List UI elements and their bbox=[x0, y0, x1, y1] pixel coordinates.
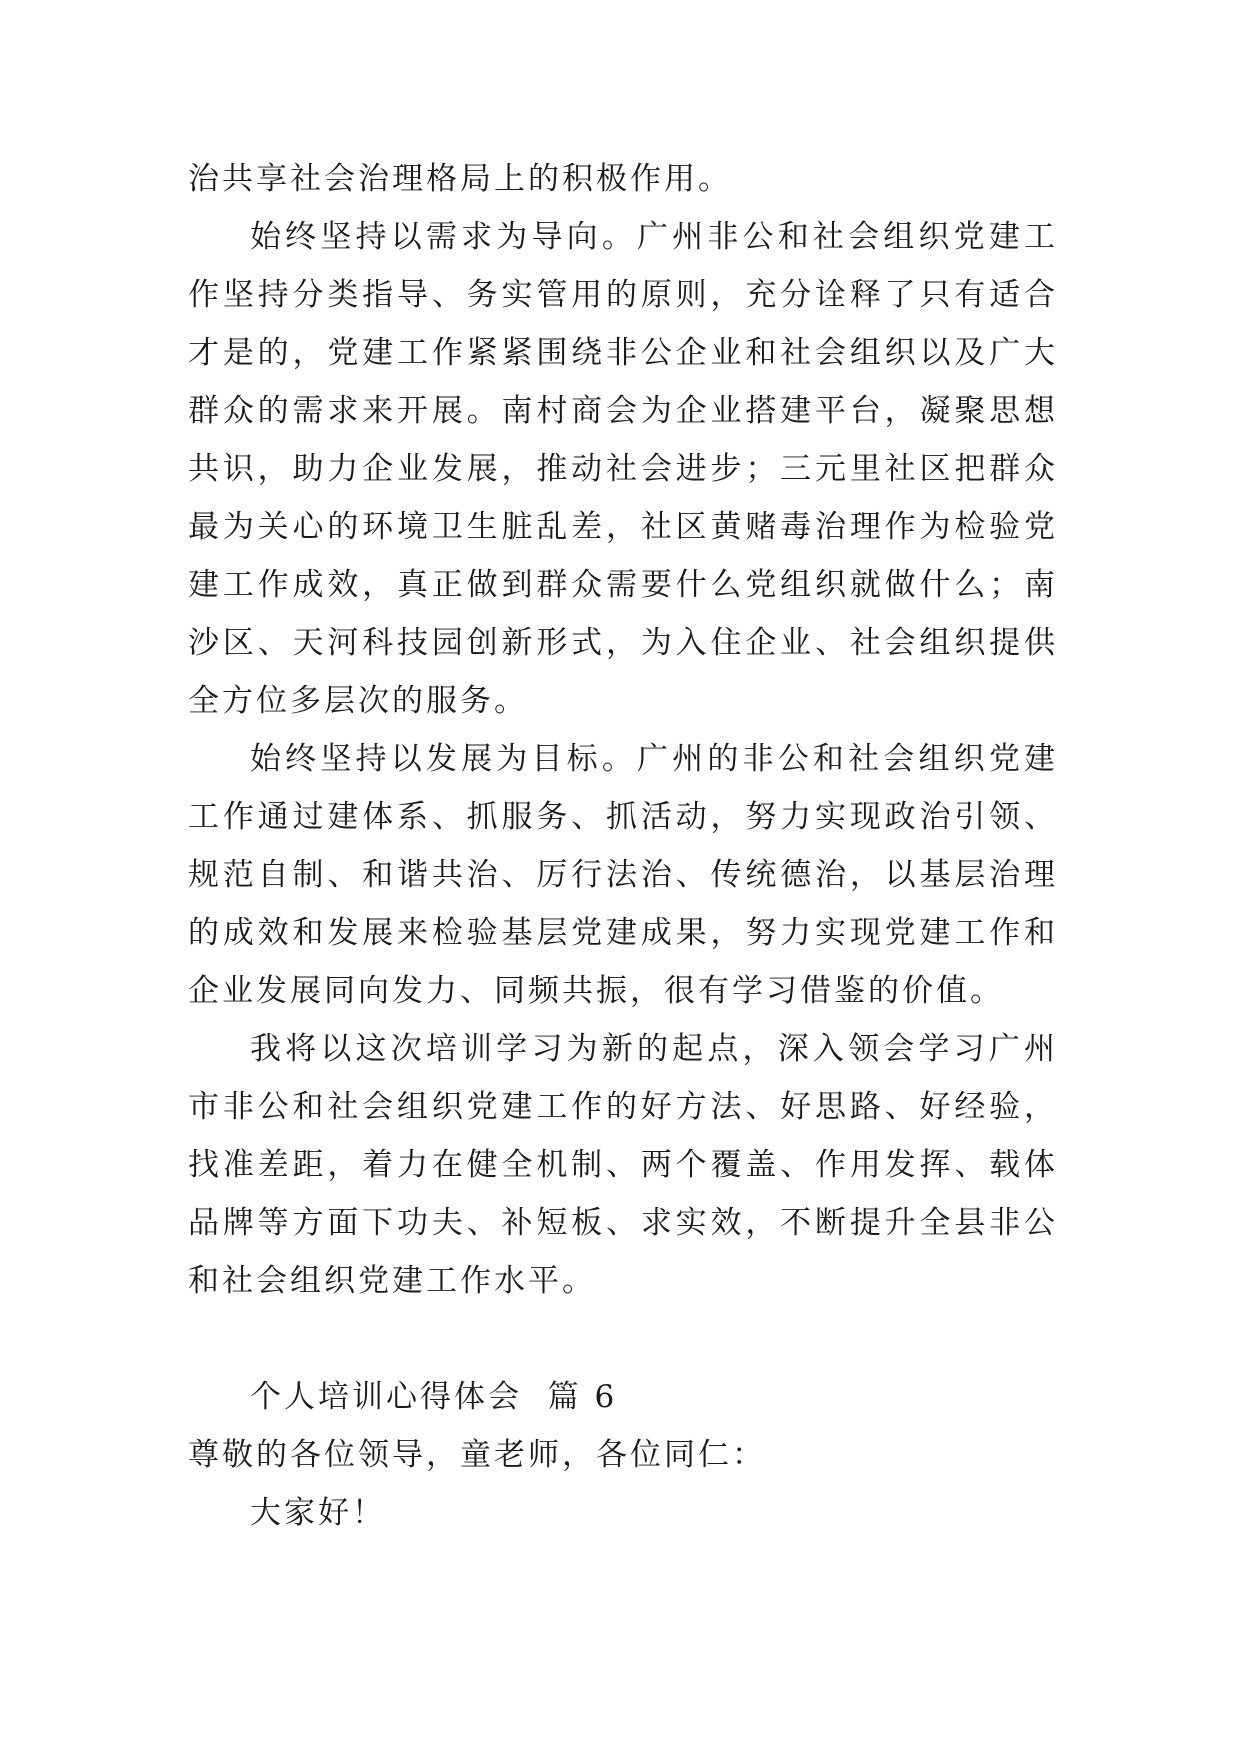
paragraph-conclusion: 我将以这次培训学习为新的起点，深入领会学习广州市非公和社会组织党建工作的好方法、好思路、好经验，找准差距，着力在健全机制、两个覆盖、作用发挥、载体品牌等方面下功夫、补短板、求实效，不断提升全县非公和社会组织党建工作水平。 bbox=[188, 1031, 1058, 1299]
document-body bbox=[188, 150, 1058, 1542]
section-title: 个人培训心得体会 篇 6 bbox=[250, 1379, 618, 1415]
greeting: 大家好！ bbox=[250, 1495, 386, 1531]
paragraph-continuation: 治共享社会治理格局上的积极作用。 bbox=[188, 161, 732, 197]
salutation: 尊敬的各位领导，童老师，各位同仁： bbox=[188, 1437, 766, 1473]
section-spacer bbox=[188, 1310, 1058, 1368]
paragraph-development-goal: 始终坚持以发展为目标。广州的非公和社会组织党建工作通过建体系、抓服务、抓活动，努力实现政治引领、规范自制、和谐共治、厉行法治、传统德治，以基层治理的成效和发展来检验基层党建成果，努力实现党建工作和企业发展同向发力、同频共振，很有学习借鉴的价值。 bbox=[188, 741, 1058, 1009]
paragraph-demand-oriented: 始终坚持以需求为导向。广州非公和社会组织党建工作坚持分类指导、务实管用的原则，充分诠释了只有适合才是的，党建工作紧紧围绕非公企业和社会组织以及广大群众的需求来开展。南村商会为企业搭建平台，凝聚思想共识，助力企业发展，推动社会进步；三元里社区把群众最为关心的环境卫生脏乱差，社区黄赌毒治理作为检验党建工作成效，真正做到群众需要什么党组织就做什么；南沙区、天河科技园创新形式，为入住企业、社会组织提供全方位多层次的服务。 bbox=[188, 219, 1058, 719]
